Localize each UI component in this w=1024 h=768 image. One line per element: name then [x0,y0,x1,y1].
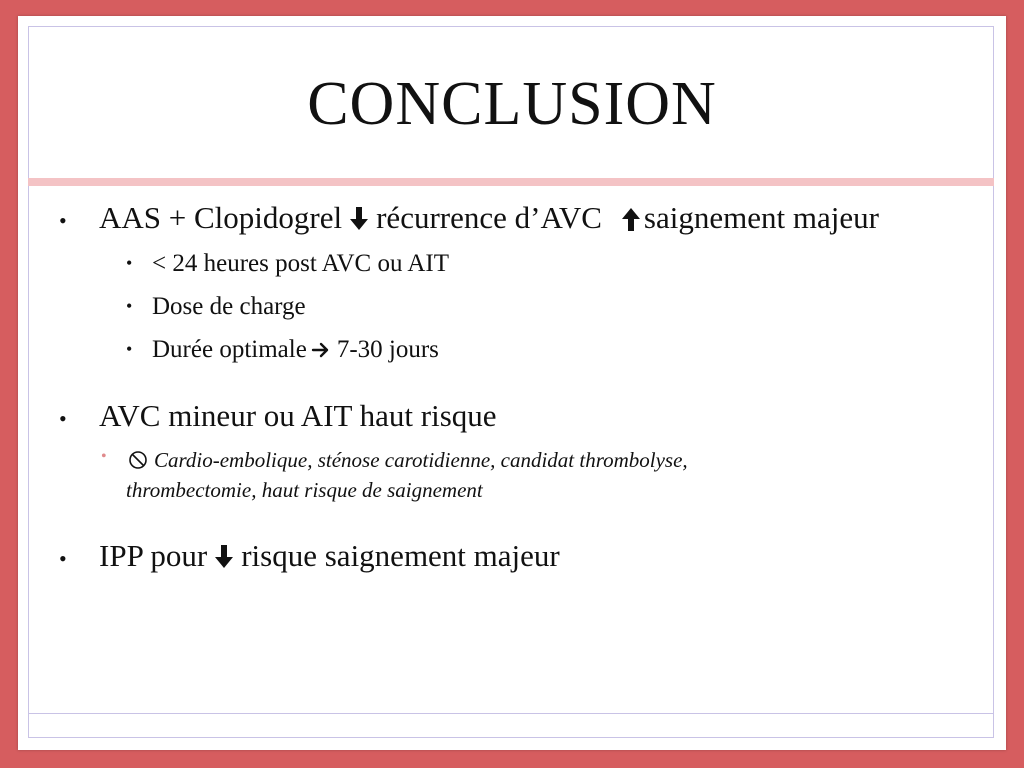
bullet-3 [99,537,560,579]
bullet-glyph: • [126,339,133,359]
arrow-down-icon [348,203,370,241]
bullet-3-text-b: risque saignement majeur [241,538,560,573]
arrow-right-icon [311,337,331,367]
sub-item-3-text-a: Durée optimale [152,336,307,363]
bullet-glyph: • [59,208,67,233]
bullet-2: AVC mineur ou AIT haut risque [99,398,497,433]
bullet-glyph: • [101,448,107,465]
no-entry-icon [128,448,148,478]
bullet-1-text-b: récurrence d’AVC [376,200,602,235]
bullet-glyph: • [59,406,67,431]
sub-item-2: Dose de charge [152,293,306,320]
footer-divider [28,713,994,714]
title-divider [28,178,994,186]
bullet-glyph: • [126,296,133,316]
note-text-1: Cardio-embolique, sténose carotidienne, candidat thrombolyse, [154,448,688,472]
arrow-up-icon [620,203,642,241]
bullet-3-text-a: IPP pour [99,538,208,573]
bullet-1-text-c: saignement majeur [643,200,879,235]
bullet-1-text-a: AAS + Clopidogrel [99,200,343,235]
sub-item-1: < 24 heures post AVC ou AIT [152,250,449,277]
sub-item-3 [152,335,439,367]
note-line-1 [128,445,688,478]
bullet-glyph: • [59,546,67,571]
sub-item-3-text-b: 7-30 jours [336,336,439,363]
bullet-1 [99,199,879,241]
note-line-2: thrombectomie, haut risque de saignement [126,478,483,502]
arrow-down-icon [213,541,235,579]
slide-title: CONCLUSION [307,70,717,138]
bullet-glyph: • [126,253,133,273]
slide [18,16,1006,750]
